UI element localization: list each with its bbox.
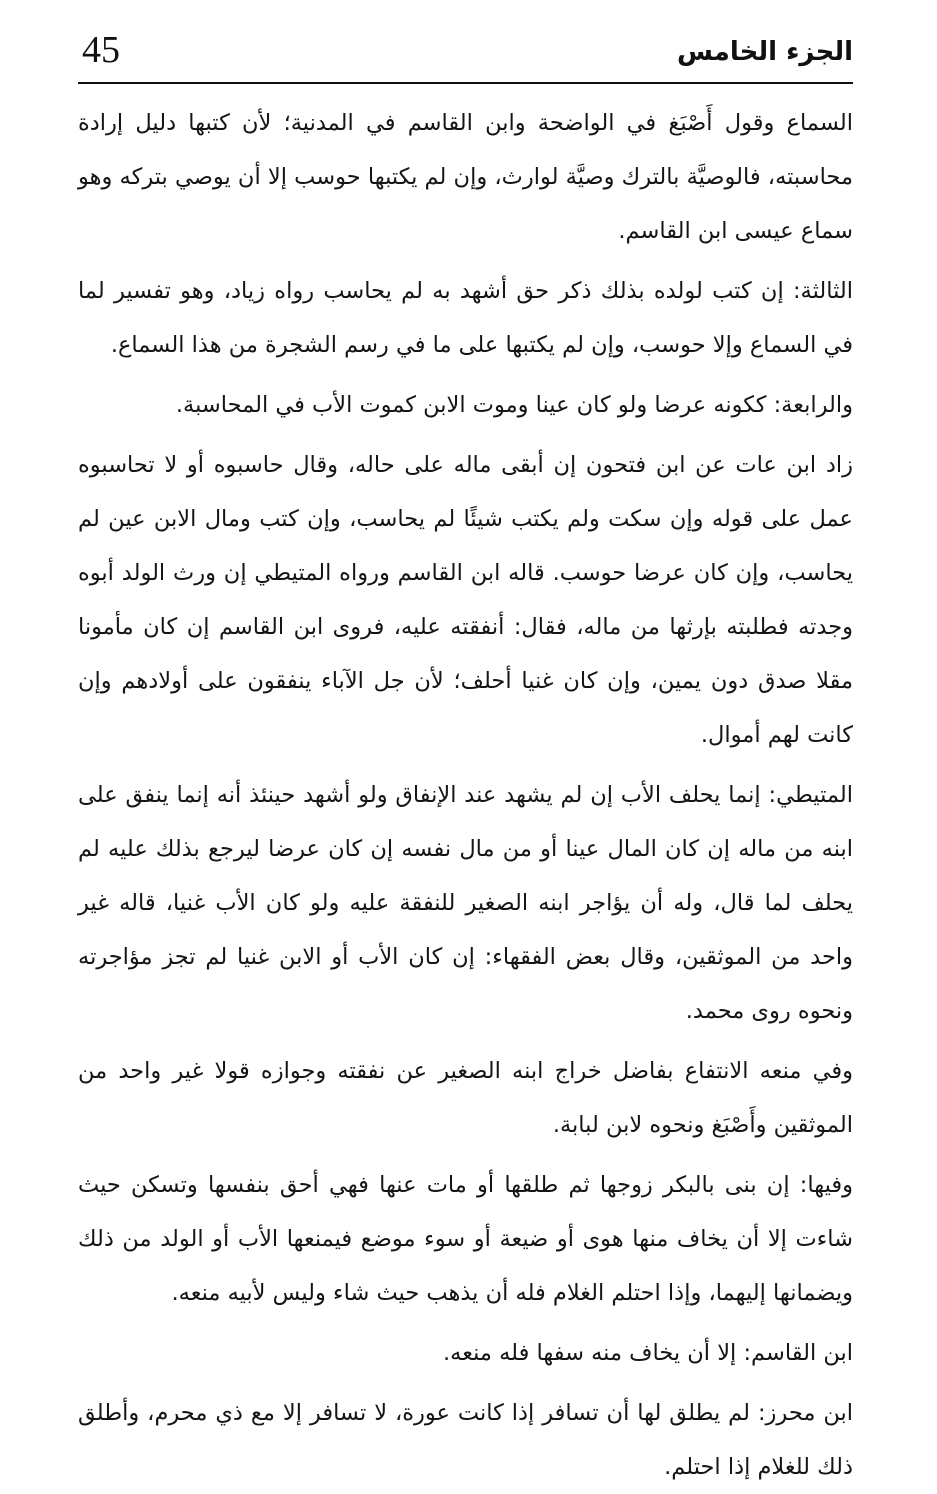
- paragraph: وفي منعه الانتفاع بفاضل خراج ابنه الصغير عن نفقته وجوازه قولا غير واحد من الموثقين وأَصْبَغ ونحوه لابن لبابة.: [78, 1058, 853, 1138]
- paragraph: ابن محرز: لم يطلق لها أن تسافر إذا كانت عورة، لا تسافر إلا مع ذي محرم، وأطلق ذلك للغلام إذا احتلم.: [78, 1400, 853, 1480]
- paragraph: زاد ابن عات عن ابن فتحون إن أبقى ماله على حاله، وقال حاسبوه أو لا تحاسبوه عمل على قوله وإن سكت ولم يكتب شيئًا لم يحاسب، وإن كتب ومال الابن عين لم يحاسب، وإن كان عرضا حوسب. قاله ابن القاسم ورواه المتيطي إن ورث الولد أبوه وجدته فطلبته بإرثها من ماله، فقال: أنفقته عليه، فروى ابن القاسم إن كان مأمونا مقلا صدق دون يمين، وإن كان غنيا أحلف؛ لأن جل الآباء ينفقون على أولادهم وإن كانت لهم أموال.: [78, 452, 853, 748]
- paragraph: وفيها: إن بنى بالبكر زوجها ثم طلقها أو مات عنها فهي أحق بنفسها وتسكن حيث شاءت إلا أن يخاف منها هوى أو ضيعة أو سوء موضع فيمنعها الأب أو الولد من ذلك ويضمانها إليهما، وإذا احتلم الغلام فله أن يذهب حيث شاء وليس لأبيه منعه.: [78, 1172, 853, 1306]
- paragraph: والرابعة: ككونه عرضا ولو كان عينا وموت الابن كموت الأب في المحاسبة.: [175, 392, 853, 418]
- running-title: الجزء الخامس: [677, 37, 853, 67]
- page-number: 45: [82, 29, 120, 71]
- body-text: [78, 96, 853, 1494]
- header-rule: [78, 82, 853, 84]
- paragraph: السماع وقول أَصْبَغ في الواضحة وابن القاسم في المدنية؛ لأن كتبها دليل إرادة محاسبته، فالوصيَّة بالترك وصيَّة لوارث، وإن لم يكتبها حوسب إلا أن يوصي بتركه وهو سماع عيسى ابن القاسم.: [78, 110, 853, 244]
- paragraph: ابن القاسم: إلا أن يخاف منه سفها فله منعه.: [443, 1340, 853, 1366]
- paragraph: المتيطي: إنما يحلف الأب إن لم يشهد عند الإنفاق ولو أشهد حينئذ أنه إنما ينفق على ابنه من ماله إن كان المال عينا أو من مال نفسه إن كان عرضا ليرجع بذلك عليه لم يحلف لما قال، وله أن يؤاجر ابنه الصغير للنفقة عليه ولو كان الأب غنيا، قاله غير واحد من الموثقين، وقال بعض الفقهاء: إن كان الأب أو الابن غنيا لم تجز مؤاجرته ونحوه روى محمد.: [78, 782, 853, 1024]
- page-header: [78, 22, 853, 82]
- paragraph: الثالثة: إن كتب لولده بذلك ذكر حق أشهد به لم يحاسب رواه زياد، وهو تفسير لما في السماع وإلا حوسب، وإن لم يكتبها على ما في رسم الشجرة من هذا السماع.: [78, 278, 853, 358]
